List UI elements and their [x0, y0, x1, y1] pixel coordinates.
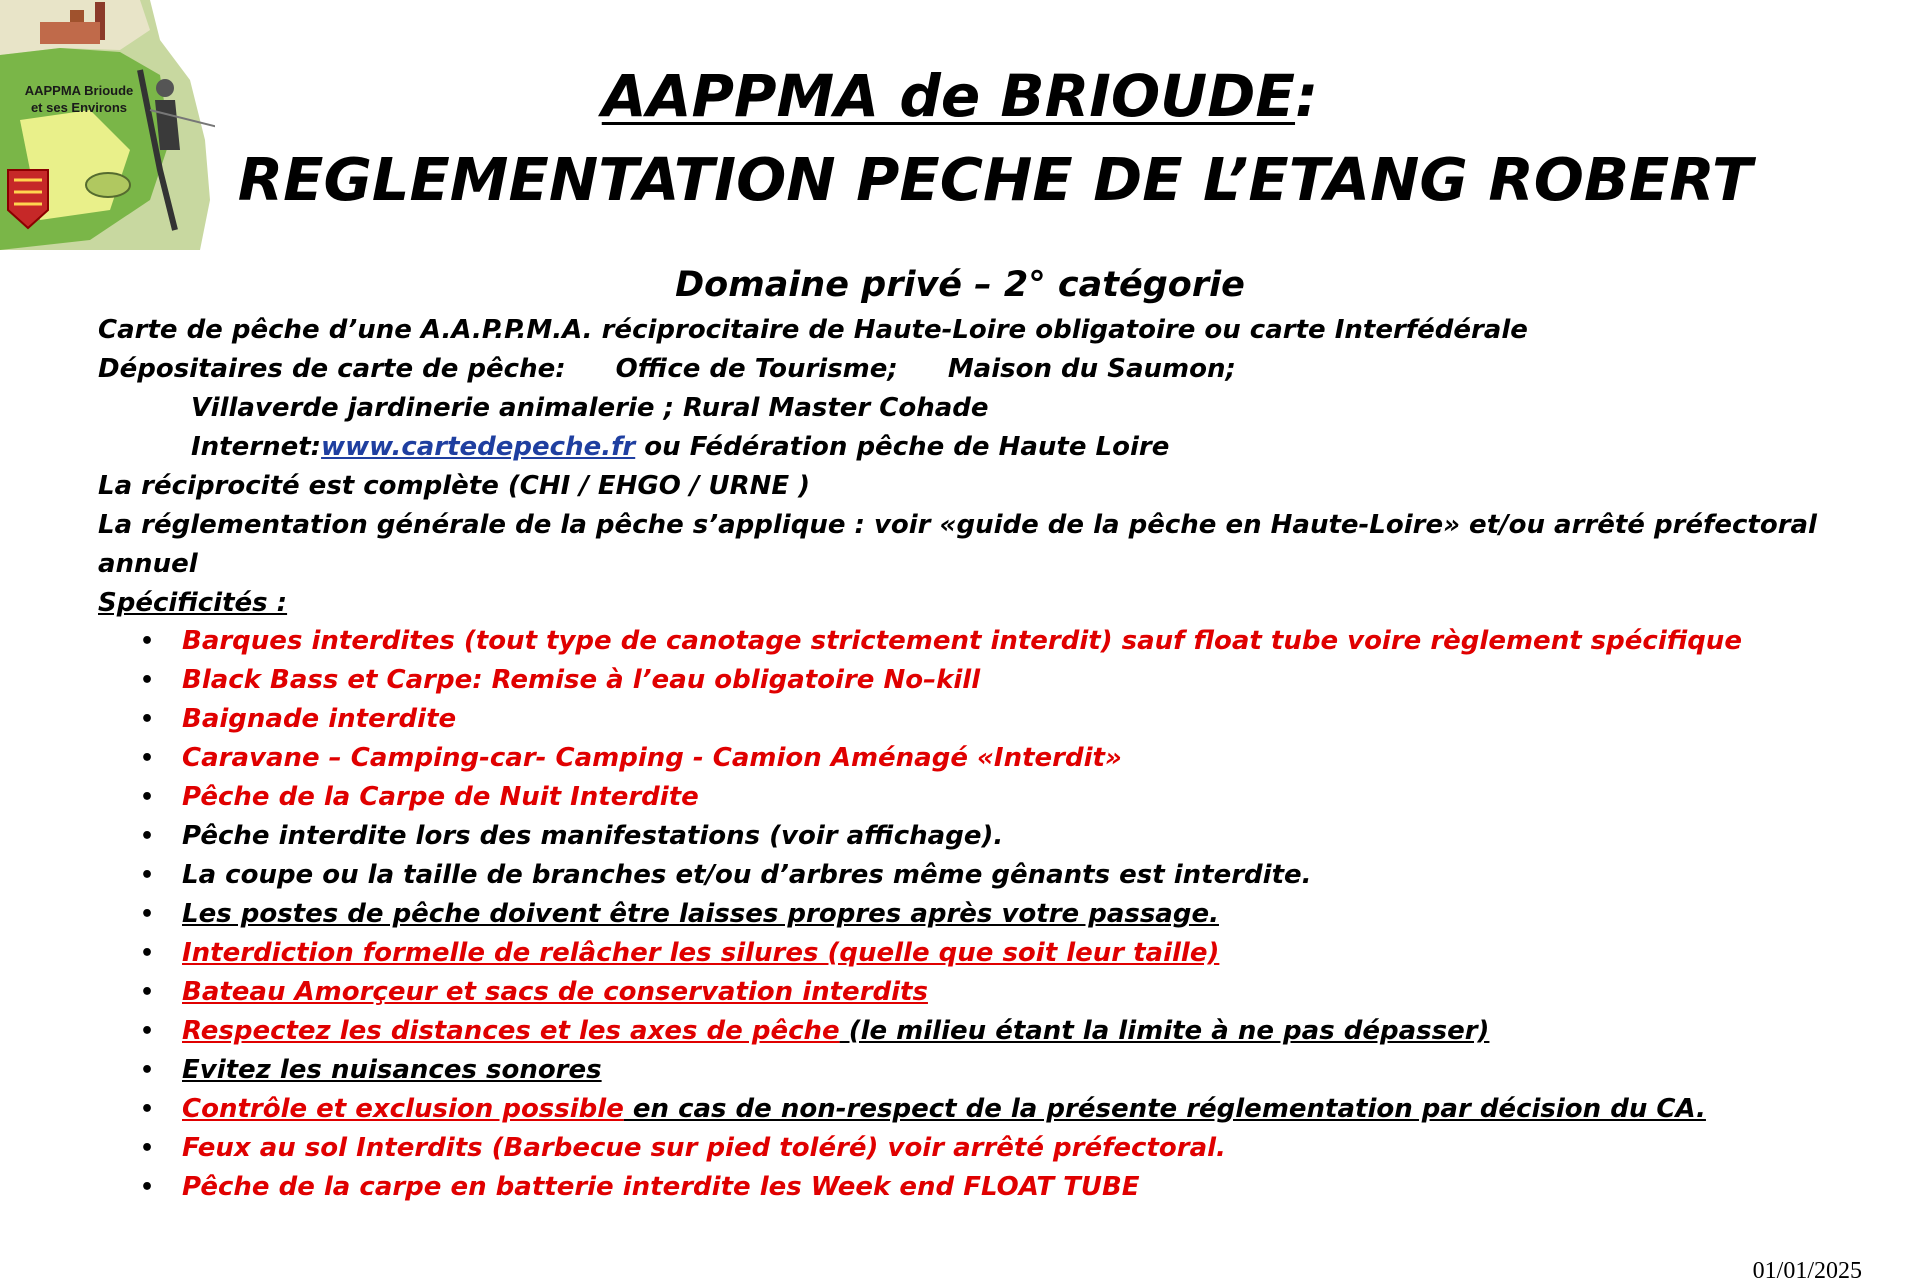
internet-line: [98, 428, 1878, 467]
info-block: [98, 311, 1878, 623]
list-item: • Pêche de la carpe en batterie interdite les Week end FLOAT TUBE: [140, 1172, 1140, 1202]
list-item: • Les postes de pêche doivent être laisses propres après votre passage.: [140, 899, 1219, 929]
internet-label: Internet:: [191, 432, 322, 462]
logo-text-line2: et ses Environs: [30, 100, 128, 115]
list-item: • Pêche de la Carpe de Nuit Interdite: [140, 782, 699, 812]
list-item: • Pêche interdite lors des manifestations (voir affichage).: [140, 821, 1004, 851]
depositary-1: Office de Tourisme;: [615, 354, 898, 384]
list-item: • Caravane – Camping-car- Camping - Camion Aménagé «Interdit»: [140, 743, 1122, 773]
cartedepeche-link[interactable]: www.cartedepeche.fr: [321, 432, 636, 462]
list-item: • Feux au sol Interdits (Barbecue sur pied toléré) voir arrêté préfectoral.: [140, 1133, 1226, 1163]
document-date: 01/01/2025: [1752, 1258, 1862, 1284]
list-item: • La coupe ou la taille de branches et/ou d’arbres même gênants est interdite.: [140, 860, 1312, 890]
logo-text-line1: AAPPMA Brioude: [24, 83, 134, 98]
title-main: AAPPMA de BRIOUDE: [601, 62, 1296, 130]
domain-category: Domaine privé – 2° catégorie: [675, 265, 1245, 305]
specificities-heading: Spécificités :: [98, 588, 288, 618]
rules-list: [140, 622, 1900, 1207]
list-item: • Evitez les nuisances sonores: [140, 1055, 602, 1085]
reciprocity: La réciprocité est complète (CHI / EHGO / URNE ): [98, 471, 811, 501]
list-item: • Barques interdites (tout type de canotage strictement interdit) sauf float tube voire règlement spécifique: [140, 626, 1742, 656]
page-title: [0, 56, 1920, 136]
list-item: • Interdiction formelle de relâcher les silures (quelle que soit leur taille): [140, 938, 1220, 968]
list-item: • Baignade interdite: [140, 704, 457, 734]
list-item: • Contrôle et exclusion possible en cas de non-respect de la présente réglementation par décision du CA.: [140, 1094, 1706, 1124]
general-regulation-line2: annuel: [98, 549, 198, 579]
list-item: • Black Bass et Carpe: Remise à l’eau obligatoire No–kill: [140, 665, 981, 695]
depositaries-line2: Villaverde jardinerie animalerie ; Rural Master Cohade: [191, 393, 989, 423]
depositary-2: Maison du Saumon;: [947, 354, 1236, 384]
list-item: • Bateau Amorçeur et sacs de conservation interdits: [140, 977, 928, 1007]
title-suffix: :: [1295, 62, 1319, 130]
list-item: • Respectez les distances et les axes de pêche (le milieu étant la limite à ne pas dépasser): [140, 1016, 1490, 1046]
page-subtitle-regulation: REGLEMENTATION PECHE DE L’ETANG ROBERT: [237, 145, 1753, 214]
internet-suffix: ou Fédération pêche de Haute Loire: [635, 432, 1170, 462]
general-regulation-line1: La réglementation générale de la pêche s’applique : voir «guide de la pêche en Haute-Loire» et/ou arrêté préfectoral: [98, 510, 1817, 540]
fishing-card-requirement: Carte de pêche d’une A.A.P.P.M.A. réciprocitaire de Haute-Loire obligatoire ou carte Interfédérale: [98, 315, 1528, 345]
depositaries-label: Dépositaires de carte de pêche:: [98, 354, 566, 384]
card-depositaries: [98, 350, 1878, 389]
